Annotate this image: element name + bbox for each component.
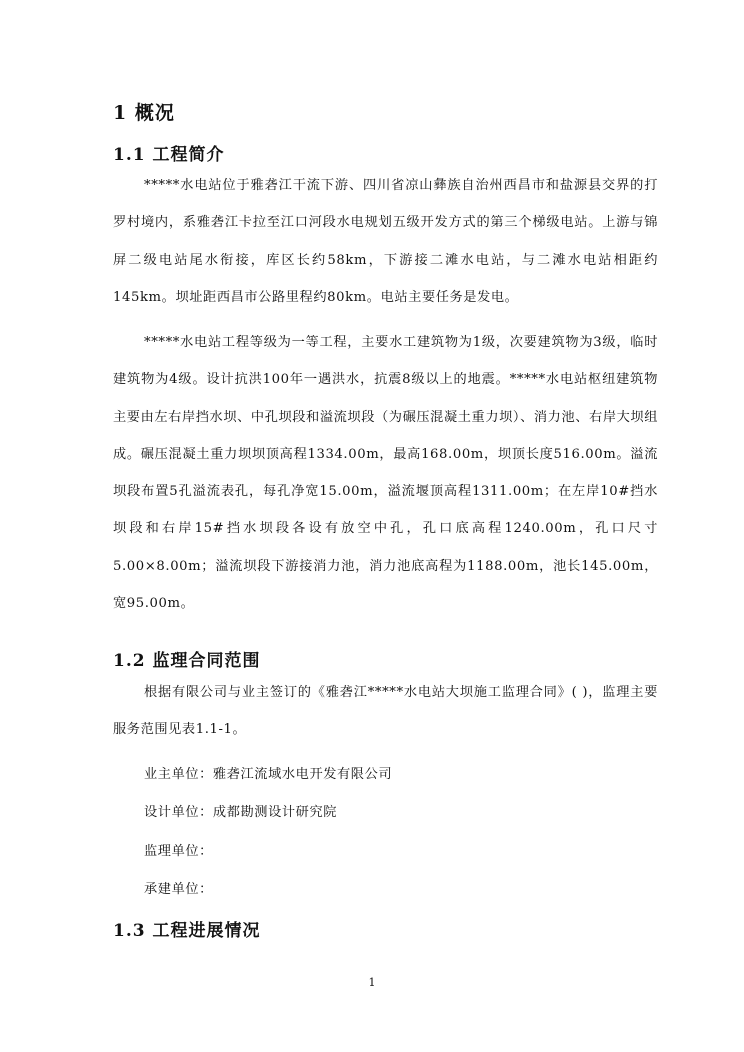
paragraph-contract-scope: 根据有限公司与业主签订的《雅砻江*****水电站大坝施工监理合同》( )，监理主要服务范围见表1.1-1。 xyxy=(113,685,658,738)
design-unit: 设计单位：成都勘测设计研究院 xyxy=(144,805,338,820)
page-number: 1 xyxy=(368,976,376,989)
heading-progress: 1.3 工程进展情况 xyxy=(113,921,261,941)
supervision-unit: 监理单位： xyxy=(144,844,213,859)
construction-unit: 承建单位： xyxy=(144,882,213,897)
heading-project-intro: 1.1 工程简介 xyxy=(113,145,225,165)
heading-contract-scope: 1.2 监理合同范围 xyxy=(113,651,261,671)
owner-unit: 业主单位：雅砻江流域水电开发有限公司 xyxy=(144,767,393,782)
paragraph-station-location: *****水电站位于雅砻江干流下游、四川省凉山彝族自治州西昌市和盐源县交界的打罗村境内，系雅砻江卡拉至江口河段水电规划五级开发方式的第三个梯级电站。上游与锦屏二级电站尾水衔接，库区长约58km，下游接二滩水电站，与二滩水电站相距约145km。坝址距西昌市公路里程约80km。电站主要任务是发电。 xyxy=(113,178,658,305)
paragraph-project-grade: *****水电站工程等级为一等工程，主要水工建筑物为1级，次要建筑物为3级，临时建筑物为4级。设计抗洪100年一遇洪水，抗震8级以上的地震。*****水电站枢纽建筑物主要由左右岸挡水坝、中孔坝段和溢流坝段（为碾压混凝土重力坝）、消力池、右岸大坝组成。碾压混凝土重力坝坝顶高程1334.00m，最高168.00m，坝顶长度516.00m。溢流坝段布置5孔溢流表孔，每孔净宽15.00m，溢流堰顶高程1311.00m；在左岸10#挡水坝段和右岸15#挡水坝段各设有放空中孔，孔口底高程1240.00m，孔口尺寸5.00×8.00m；溢流坝段下游接消力池，消力池底高程为1188.00m，池长145.00m，宽95.00m。 xyxy=(113,335,658,612)
heading-overview: 1 概况 xyxy=(113,102,175,124)
